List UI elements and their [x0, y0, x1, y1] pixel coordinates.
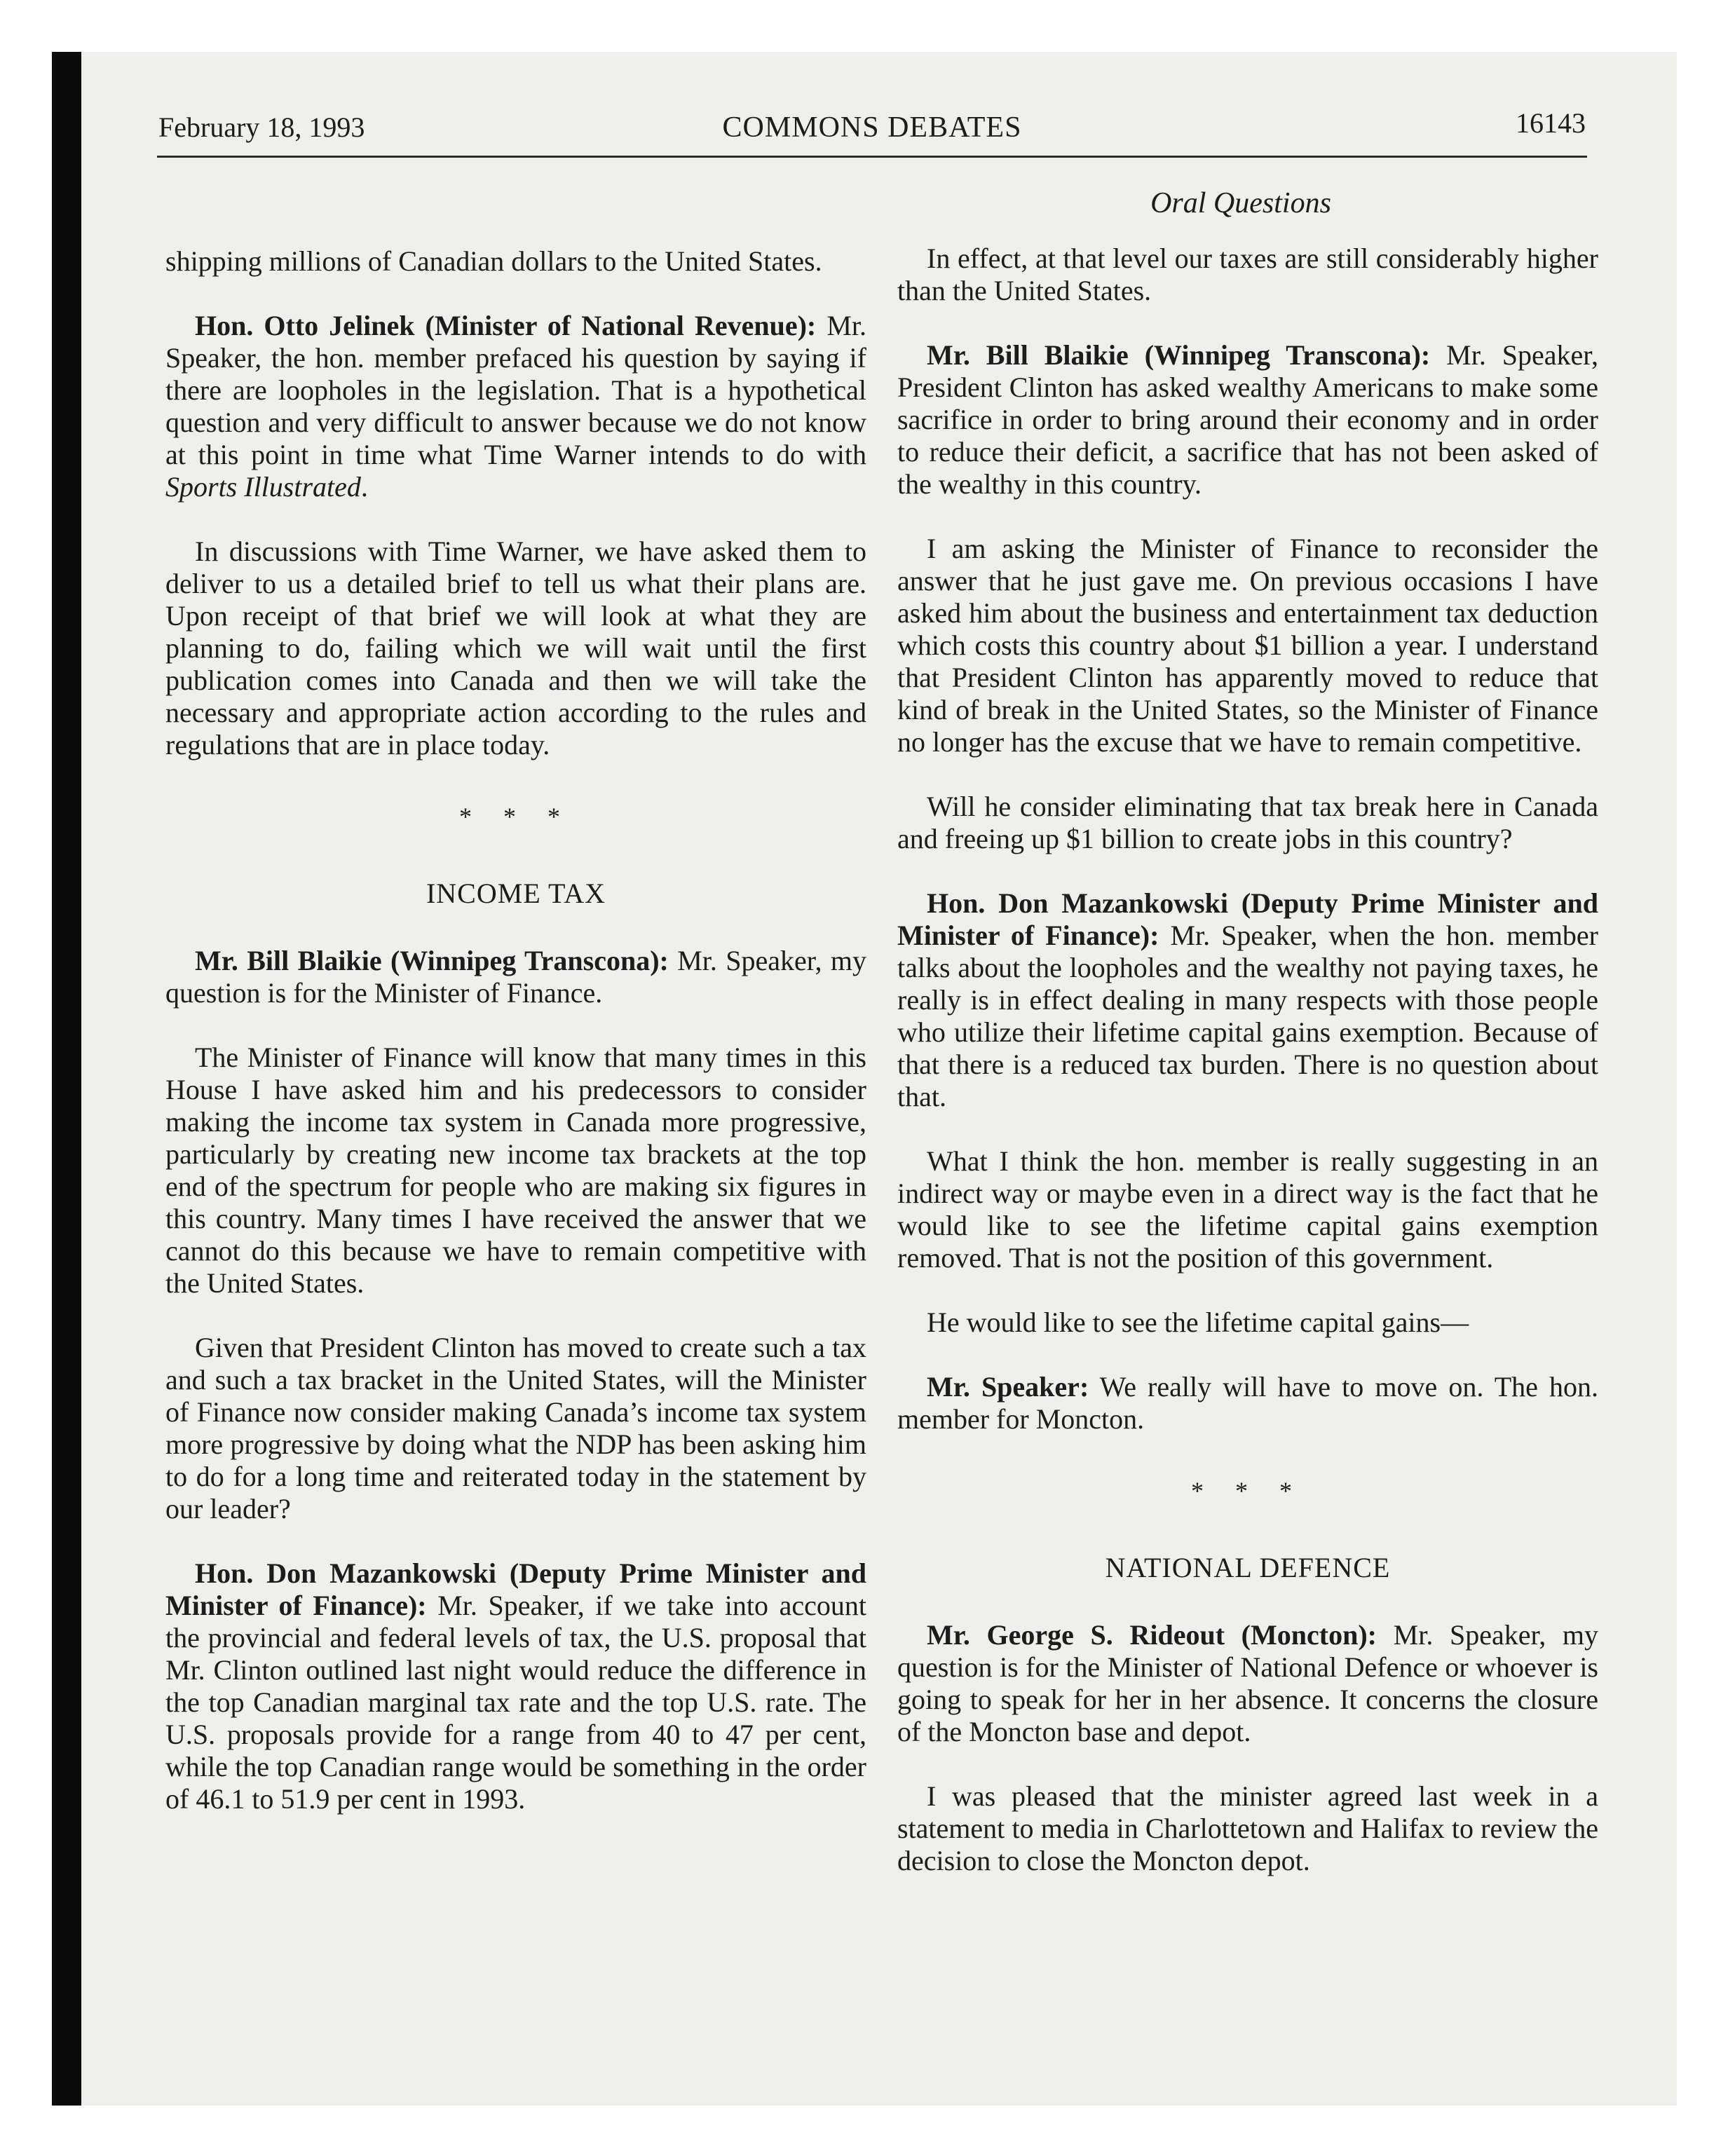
paragraph — [165, 245, 866, 278]
page-header — [158, 107, 1586, 153]
header-rule — [157, 156, 1587, 158]
paragraph — [897, 887, 1598, 1113]
paragraph — [897, 1780, 1598, 1877]
paragraph-text: Given that President Clinton has moved to create such a tax and such a tax bracket in the United States, will the Minister of Finance now consider making Canada’s income tax system more progressive by doing what the NDP has been asking him to do for a long time and reiterated today in the statement by our leader? — [165, 1332, 866, 1524]
speaker-name: Mr. Bill Blaikie (Winnipeg Transcona): — [927, 339, 1431, 371]
paragraph-text: What I think the hon. member is really suggesting in an indirect way or maybe even in a direct way is the fact that he would like to see the lifetime capital gains exemption removed. That is not the position of this government. — [897, 1145, 1598, 1274]
binding-edge — [52, 52, 81, 2106]
paragraph-text: Mr. Speaker, my question is for the Minister of National Defence or whoever is going to speak for her in her absence. It concerns the closure of the Moncton base and depot. — [897, 1619, 1598, 1747]
paragraph-text: Mr. Speaker, if we take into account the provincial and federal levels of tax, the U.S. proposal that Mr. Clinton outlined last night would reduce the difference in the top Canadian marginal tax rate and the top U.S. rate. The U.S. proposals provide for a range from 40 to 47 per cent, while the top Canadian range would be something in the order of 46.1 to 51.9 per cent in 1993. — [165, 1590, 867, 1815]
speaker-name: Hon. Don Mazankowski (Deputy Prime Minister and Minister of Finance): — [165, 1557, 866, 1621]
paragraph-text: Mr. Speaker, when the hon. member talks about the loopholes and the wealthy not paying taxes, he really is in effect dealing in many respects with those people who utilize their lifetime capital gains exemption. Because of that there is a reduced tax burden. There is no question about that. — [897, 920, 1598, 1112]
speaker-name: Hon. Don Mazankowski (Deputy Prime Minister and Minister of Finance): — [897, 887, 1598, 951]
paragraph-text: Will he consider eliminating that tax break here in Canada and freeing up $1 billion to create jobs in this country? — [897, 791, 1598, 854]
paragraph-text: Mr. Speaker, my question is for the Minister of Finance. — [165, 945, 866, 1009]
section-separator: * * * — [459, 803, 573, 831]
paragraph — [897, 1619, 1598, 1748]
paragraph — [165, 1332, 866, 1525]
paragraph-text: He would like to see the lifetime capital gains— — [927, 1306, 1469, 1338]
paragraph-text: In discussions with Time Warner, we have asked them to deliver to us a detailed brief to tell us what their plans are. Upon receipt of that brief we will look at what they are planning to do, failing which we will wait until the first publication comes into Canada and then we will take the necessary and appropriate action according to the rules and regulations that are in place today. — [165, 535, 866, 760]
paragraph-text: I was pleased that the minister agreed last week in a statement to media in Charlottetown and Halifax to review the decision to close the Moncton depot. — [897, 1780, 1598, 1876]
header-date: February 18, 1993 — [158, 111, 365, 143]
paragraph — [165, 535, 866, 761]
paragraph — [897, 533, 1598, 758]
paragraph-text: Mr. Speaker, President Clinton has asked wealthy Americans to make some sacrifice in order to bring around their economy and in order to reduce their deficit, a sacrifice that has not been asked of the wealthy in this country. — [897, 339, 1599, 500]
paragraph-text: I am asking the Minister of Finance to reconsider the answer that he just gave me. On previous occasions I have asked him about the business and entertainment tax deduction which costs this country about $1 billion a year. I understand that President Clinton has apparently moved to reduce that kind of break in the United States, so the Minister of Finance no longer has the excuse that we have to remain competitive. — [897, 533, 1598, 758]
paragraph — [165, 1557, 866, 1815]
paragraph-text: . — [360, 471, 368, 503]
speaker-name: Mr. Bill Blaikie (Winnipeg Transcona): — [195, 945, 669, 976]
paragraph — [897, 1306, 1598, 1339]
section-separator: * * * — [1191, 1477, 1305, 1505]
speaker-name: Mr. Speaker: — [927, 1371, 1089, 1403]
paragraph — [897, 339, 1598, 500]
paragraph — [897, 243, 1598, 307]
paragraph-text: Mr. Speaker, the hon. member prefaced his question by saying if there are loopholes in the legislation. That is a hypothetical question and very difficult to answer because we do not know at this point in time what Time Warner intends to do with — [165, 310, 866, 470]
italic-title: Sports Illustrated — [165, 471, 361, 503]
running-head: Oral Questions — [1150, 187, 1331, 219]
paragraph — [165, 310, 866, 503]
section-heading: NATIONAL DEFENCE — [1105, 1552, 1391, 1583]
paragraph-text: In effect, at that level our taxes are still considerably higher than the United States. — [897, 243, 1598, 306]
page-number: 16143 — [1516, 107, 1586, 139]
speaker-name: Hon. Otto Jelinek (Minister of National Revenue): — [195, 310, 817, 341]
paragraph — [165, 945, 866, 1009]
header-title: COMMONS DEBATES — [722, 111, 1022, 144]
paragraph-text: shipping millions of Canadian dollars to the United States. — [165, 245, 822, 277]
section-heading: INCOME TAX — [426, 878, 606, 909]
left-column — [165, 245, 866, 1815]
paragraph — [897, 1145, 1598, 1274]
paragraph-text: The Minister of Finance will know that many times in this House I have asked him and his predecessors to consider making the income tax system in Canada more progressive, particularly by creating new income tax brackets at the top end of the spectrum for people who are making six figures in this country. Many times I have received the answer that we cannot do this because we have to remain competitive with the United States. — [165, 1042, 866, 1299]
paragraph — [165, 1042, 866, 1299]
paragraph — [897, 1371, 1598, 1435]
paragraph — [897, 791, 1598, 855]
right-column — [897, 243, 1598, 1877]
speaker-name: Mr. George S. Rideout (Moncton): — [927, 1619, 1377, 1651]
paragraph-text: We really will have to move on. The hon. member for Moncton. — [897, 1371, 1598, 1435]
